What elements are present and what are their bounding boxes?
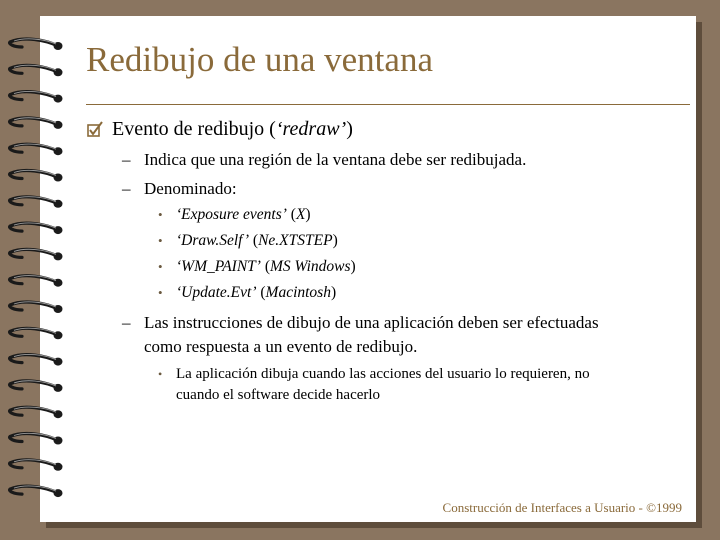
dot-marker: •: [158, 367, 163, 381]
dash-marker: –: [122, 150, 131, 169]
name-item-0-platform: X: [295, 206, 306, 223]
sub-bullet-instructions-line1: Las instrucciones de dibujo de una aplicación deben ser efectuadas: [144, 313, 599, 332]
name-item-3-name: ‘Update.Evt’: [176, 284, 257, 301]
name-item-1-platform: Ne.XTSTEP: [258, 232, 333, 249]
detail-bullet-line2: cuando el software decide hacerlo: [176, 387, 381, 403]
dot-marker: •: [158, 259, 163, 274]
name-item-1: [158, 232, 338, 250]
dot-marker: •: [158, 285, 163, 300]
checkbox-bullet-icon: [86, 120, 104, 138]
title-divider: [86, 104, 690, 105]
paren-close: ): [332, 232, 338, 249]
name-item-2-name: ‘WM_PAINT’: [176, 258, 261, 275]
name-item-2-platform: MS Windows: [270, 258, 351, 275]
spiral-binding-icon: [0, 0, 80, 540]
dash-marker: –: [122, 179, 131, 198]
footer-credit: Construcción de Interfaces a Usuario - ©1999: [442, 500, 682, 515]
paren-close: ): [330, 284, 337, 301]
name-item-3-platform: Macintosh: [265, 284, 331, 301]
dash-marker: –: [122, 313, 131, 332]
paren-close: ): [350, 258, 356, 275]
name-item-0: [158, 206, 311, 224]
detail-bullet-line1: La aplicación dibuja cuando las acciones del usuario lo requieren, no: [176, 366, 590, 382]
sub-bullet-indicates: [122, 148, 526, 172]
notebook-page: [40, 16, 696, 522]
dot-marker: •: [158, 233, 163, 248]
sub-bullet-named-text: Denominado:: [144, 179, 237, 198]
name-item-1-name: ‘Draw.Self’: [176, 232, 250, 249]
detail-bullet-app-draws: [158, 364, 590, 406]
dot-marker: •: [158, 207, 163, 222]
sub-bullet-indicates-text: Indica que una región de la ventana debe ser redibujada.: [144, 150, 527, 169]
sub-bullet-named: [122, 177, 237, 201]
name-item-2: [158, 258, 356, 276]
paren-open: (: [256, 284, 266, 301]
sub-bullet-instructions-line2: como respuesta a un evento de redibujo.: [144, 337, 418, 356]
paren-open: (: [260, 258, 271, 275]
name-item-3: [158, 284, 336, 302]
bullet-redraw-tail: ): [346, 118, 353, 140]
slide-title: Redibujo de una ventana: [86, 40, 433, 79]
bullet-redraw-lead: Evento de redibujo (: [112, 118, 276, 140]
paren-close: ): [305, 206, 311, 223]
bullet-redraw-event: [86, 118, 353, 141]
bullet-redraw-italic: ‘redraw’: [275, 118, 347, 140]
paren-open: (: [249, 232, 259, 249]
name-item-0-name: ‘Exposure events’: [176, 206, 287, 223]
sub-bullet-instructions: [122, 311, 599, 359]
paren-open: (: [286, 206, 296, 223]
